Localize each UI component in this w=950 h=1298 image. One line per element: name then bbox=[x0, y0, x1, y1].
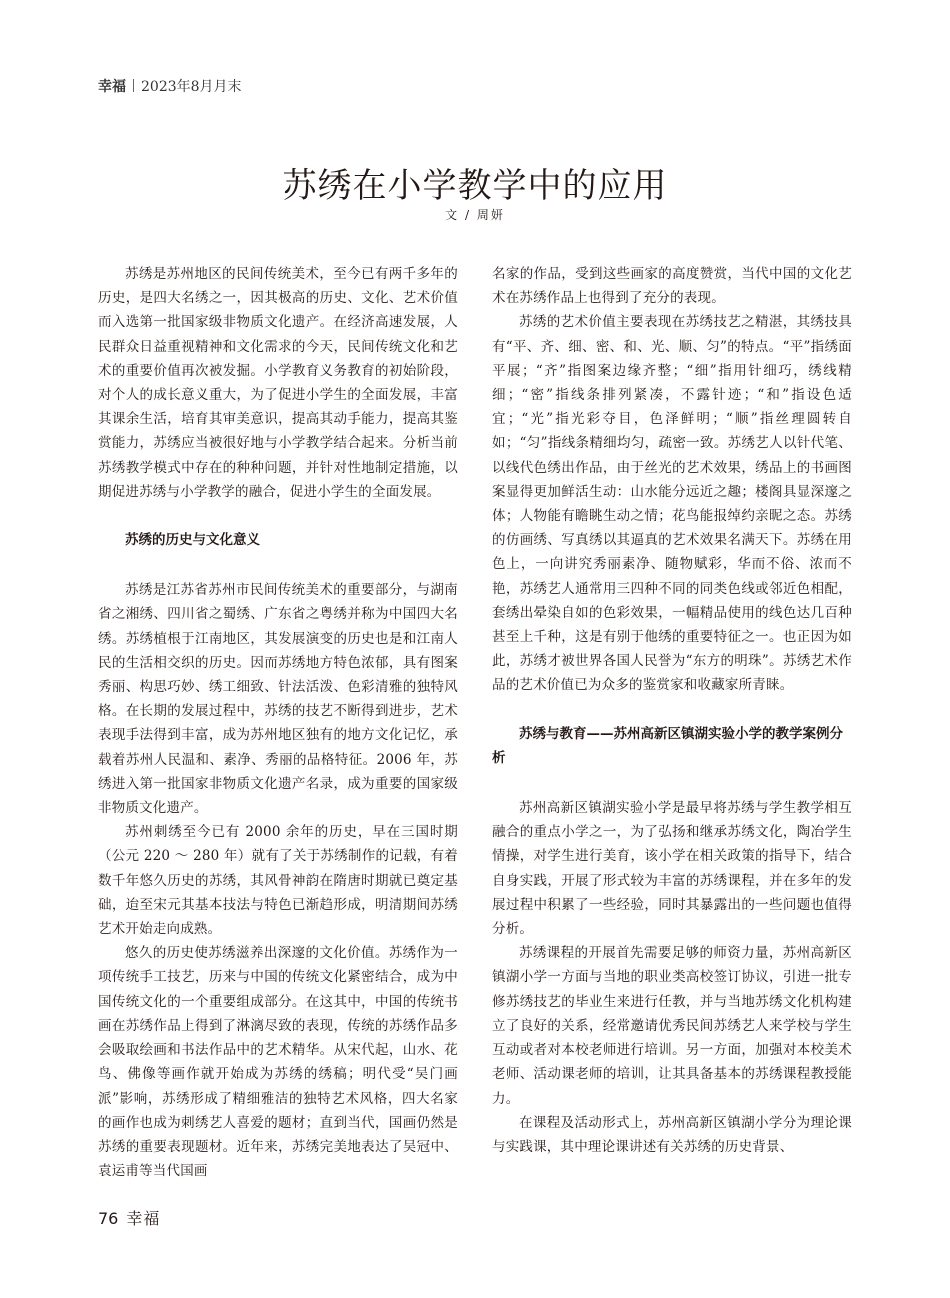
paragraph: 苏州高新区镇湖实验小学是最早将苏绣与学生教学相互融合的重点小学之一，为了弘扬和继承苏绣文化，陶冶学生情操，对学生进行美育，该小学在相关政策的指导下，结合自身实践，开展了形式较为丰富的苏绣课程，并在多年的发展过程中积累了一些经验，同时其暴露出的一些问题也值得分析。 bbox=[492, 800, 852, 938]
paragraph: 苏州刺绣至今已有 2000 余年的历史，早在三国时期（公元 220 ～ 280 年）就有了关于苏绣制作的记载，有着数千年悠久历史的苏绣，其风骨神韵在隋唐时期就已奠定基础，迨至宋元其基本技法与特色已渐趋形成，明清期间苏绣艺术开始走向成熟。 bbox=[98, 824, 458, 938]
footer-magazine: 幸福 bbox=[126, 1209, 161, 1228]
article-author: 文 / 周妍 bbox=[445, 208, 505, 222]
left-column bbox=[98, 262, 458, 1183]
paragraph: 苏绣的艺术价值主要表现在苏绣技艺之精湛，其绣技具有“平、齐、细、密、和、光、顺、匀”的特点。“平”指绣面平展；“齐”指图案边缘齐整；“细”指用针细巧，绣线精细；“密”指线条排列紧凑，不露针迹；“和”指设色适宜；“光”指光彩夺目，色泽鲜明；“顺”指丝理圆转自如；“匀”指线条精细均匀，疏密一致。苏绣艺人以针代笔、以线代色绣出作品，由于丝光的艺术效果，绣品上的书画图案显得更加鲜活生动：山水能分远近之趣；楼阁具显深邃之体；人物能有瞻眺生动之情；花鸟能报绰约亲昵之态。苏绣的仿画绣、写真绣以其逼真的艺术效果名满天下。苏绣在用色上，一向讲究秀丽素净、随物赋彩，华而不俗、浓而不艳，苏绣艺人通常用三四种不同的同类色线或邻近色相配，套绣出晕染自如的色彩效果，一幅精品使用的线色达几百种甚至上千种，这是有别于他绣的重要特征之一。也正因为如此，苏绣才被世界各国人民誉为“东方的明珠”。苏绣艺术作品的艺术价值已为众多的鉴赏家和收藏家所青睐。 bbox=[492, 314, 852, 694]
paragraph: 名家的作品，受到这些画家的高度赞赏，当代中国的文化艺术在苏绣作品上也得到了充分的表现。 bbox=[492, 266, 852, 307]
right-column bbox=[492, 262, 852, 1159]
paragraph: 苏绣是苏州地区的民间传统美术，至今已有两千多年的历史，是四大名绣之一，因其极高的历史、文化、艺术价值而入选第一批国家级非物质文化遗产。在经济高速发展，人民群众日益重视精神和文化需求的今天，民间传统文化和艺术的重要价值再次被发掘。小学教育义务教育的初始阶段，对个人的成长意义重大，为了促进小学生的全面发展，丰富其课余生活，培育其审美意识，提高其动手能力，提高其鉴赏能力，苏绣应当被很好地与小学教学结合起来。分析当前苏绣教学模式中存在的种种问题，并针对性地制定措施，以期促进苏绣与小学教学的融合，促进小学生的全面发展。 bbox=[98, 266, 458, 500]
article-title: 苏绣在小学教学中的应用 bbox=[282, 166, 668, 206]
page-number: 76 bbox=[98, 1209, 119, 1228]
paragraph: 苏绣课程的开展首先需要足够的师资力量，苏州高新区镇湖小学一方面与当地的职业类高校签订协议，引进一批专修苏绣技艺的毕业生来进行任教，并与当地苏绣文化机构建立了良好的关系，经常邀请优秀民间苏绣艺人来学校与学生互动或者对本校老师进行培训。另一方面，加强对本校美术老师、活动课老师的培训，让其具备基本的苏绣课程教授能力。 bbox=[492, 945, 852, 1107]
header-magazine: 幸福 bbox=[98, 79, 126, 95]
paragraph: 悠久的历史使苏绣滋养出深邃的文化价值。苏绣作为一项传统手工技艺，历来与中国的传统文化紧密结合，成为中国传统文化的一个重要组成部分。在这其中，中国的传统书画在苏绣作品上得到了淋漓尽致的表现，传统的苏绣作品多会吸取绘画和书法作品中的艺术精华。从宋代起，山水、花鸟、佛像等画作就开始成为苏绣的绣稿；明代受“吴门画派”影响，苏绣形成了精细雅洁的独特艺术风格，四大名家的画作也成为刺绣艺人喜爱的题材；直到当代，国画仍然是苏绣的重要表现题材。近年来，苏绣完美地表达了吴冠中、袁运甫等当代国画 bbox=[98, 945, 458, 1180]
paragraph: 在课程及活动形式上，苏州高新区镇湖小学分为理论课与实践课，其中理论课讲述有关苏绣的历史背景、 bbox=[492, 1114, 852, 1155]
header-divider bbox=[133, 79, 134, 92]
section-heading: 苏绣与教育——苏州高新区镇湖实验小学的教学案例分析 bbox=[492, 725, 843, 766]
section-heading: 苏绣的历史与文化意义 bbox=[125, 532, 260, 549]
header-issue: 2023年8月月末 bbox=[141, 79, 242, 95]
running-header bbox=[98, 76, 242, 96]
page-footer bbox=[98, 1206, 160, 1229]
paragraph: 苏绣是江苏省苏州市民间传统美术的重要部分，与湖南省之湘绣、四川省之蜀绣、广东省之粤绣并称为中国四大名绣。苏绣植根于江南地区，其发展演变的历史也是和江南人民的生活相交织的历史。因而苏绣地方特色浓郁，具有图案秀丽、构思巧妙、绣工细致、针法活泼、色彩清雅的独特风格。在长期的发展过程中，苏绣的技艺不断得到进步，艺术表现手法得到丰富，成为苏州地区独有的地方文化记忆，承载着苏州人民温和、素净、秀丽的品格特征。2006 年，苏绣进入第一批国家非物质文化遗产名录，成为重要的国家级非物质文化遗产。 bbox=[98, 582, 458, 817]
